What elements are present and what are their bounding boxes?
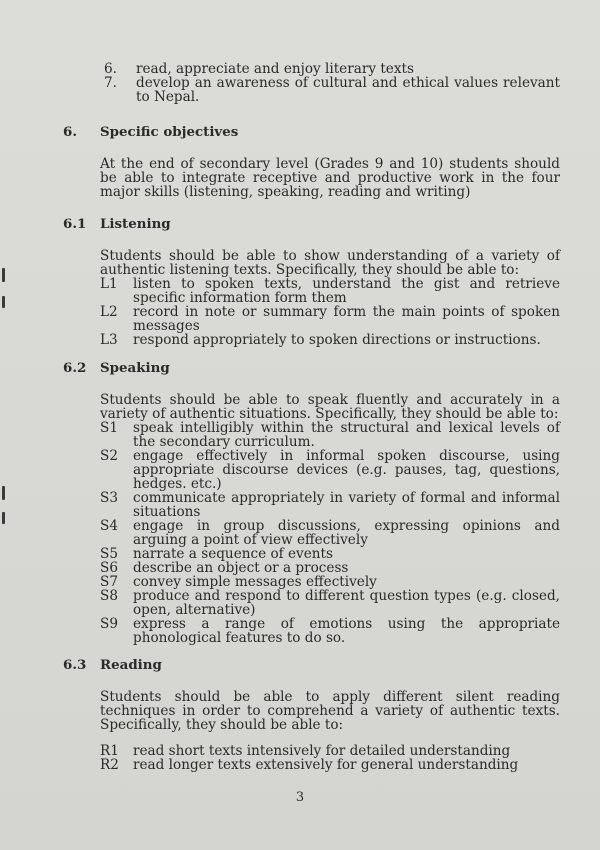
list-item: [100, 421, 560, 449]
section-title: Listening: [100, 216, 171, 232]
item-number: 6.: [104, 61, 117, 77]
intro-list: [104, 62, 560, 104]
item-text: record in note or summary form the main points of spoken messages: [133, 304, 560, 334]
item-number: 7.: [104, 75, 117, 91]
item-text: read, appreciate and enjoy literary texts: [136, 61, 414, 77]
section-heading: [63, 217, 560, 231]
item-text: respond appropriately to spoken directions or instructions.: [133, 332, 541, 348]
binding-mark: [2, 486, 5, 500]
list-item: [104, 62, 560, 76]
section-heading: [63, 361, 560, 375]
item-text: engage in group discussions, expressing opinions and arguing a point of view effectively: [133, 518, 560, 548]
list-item: [100, 519, 560, 547]
binding-mark: [2, 268, 5, 282]
item-code: R1: [100, 743, 119, 759]
item-text: read longer texts extensively for general understanding: [133, 757, 519, 773]
item-text: read short texts intensively for detailed understanding: [133, 743, 511, 759]
list-item: [100, 277, 560, 305]
objective-list: [100, 744, 560, 772]
list-item: [100, 617, 560, 645]
list-item: [100, 575, 560, 589]
list-item: [104, 76, 560, 104]
section-number: 6.2: [63, 360, 87, 376]
item-code: R2: [100, 757, 119, 773]
page-number: 3: [295, 790, 305, 805]
objective-list: [100, 421, 560, 645]
item-text: narrate a sequence of events: [133, 546, 333, 562]
item-text: speak intelligibly within the structural and lexical levels of the secondary curriculum.: [133, 420, 560, 450]
item-text: communicate appropriately in variety of formal and informal situations: [133, 490, 560, 520]
section-heading: [63, 658, 560, 672]
item-code: S1: [100, 420, 118, 436]
item-code: L2: [100, 304, 118, 320]
item-text: convey simple messages effectively: [133, 574, 377, 590]
item-code: L1: [100, 276, 118, 292]
section-paragraph: Students should be able to speak fluently and accurately in a variety of authentic situations. Specifically, they should be able to:: [100, 392, 560, 422]
item-code: S2: [100, 448, 118, 464]
section-paragraph: Students should be able to apply different silent reading techniques in order to comprehend a variety of authentic texts. Specifically, they should be able to:: [100, 689, 560, 733]
objective-list: [100, 277, 560, 347]
item-code: S5: [100, 546, 118, 562]
item-code: S7: [100, 574, 118, 590]
item-code: S3: [100, 490, 118, 506]
item-text: engage effectively in informal spoken discourse, using appropriate discourse devices (e.g. pauses, tag, questions, hedges. etc.): [133, 448, 560, 492]
item-text: listen to spoken texts, understand the gist and retrieve specific information form them: [133, 276, 560, 306]
list-item: [100, 744, 560, 758]
item-text: develop an awareness of cultural and ethical values relevant to Nepal.: [136, 75, 560, 105]
list-item: [100, 333, 560, 347]
list-item: [100, 758, 560, 772]
item-code: L3: [100, 332, 118, 348]
item-code: S6: [100, 560, 118, 576]
section-title: Specific objectives: [100, 124, 239, 140]
section-number: 6.1: [63, 216, 87, 232]
section-paragraph: At the end of secondary level (Grades 9 and 10) students should be able to integrate receptive and productive work in the four major skills (listening, speaking, reading and writing): [100, 156, 560, 200]
item-text: express a range of emotions using the appropriate phonological features to do so.: [133, 616, 560, 646]
section-title: Speaking: [100, 360, 170, 376]
section-number: 6.3: [63, 657, 87, 673]
section-number: 6.: [63, 124, 77, 140]
list-item: [100, 305, 560, 333]
section-paragraph: Students should be able to show understanding of a variety of authentic listening texts. Specifically, they should be able to:: [100, 248, 560, 278]
list-item: [100, 491, 560, 519]
list-item: [100, 589, 560, 617]
section-title: Reading: [100, 657, 162, 673]
list-item: [100, 547, 560, 561]
item-code: S9: [100, 616, 118, 632]
list-item: [100, 561, 560, 575]
item-code: S8: [100, 588, 118, 604]
binding-mark: [2, 296, 5, 308]
binding-mark: [2, 512, 5, 524]
list-item: [100, 449, 560, 491]
item-text: describe an object or a process: [133, 560, 349, 576]
item-code: S4: [100, 518, 118, 534]
item-text: produce and respond to different question types (e.g. closed, open, alternative): [133, 588, 560, 618]
page-content: [65, 62, 560, 772]
section-heading: [63, 125, 560, 139]
